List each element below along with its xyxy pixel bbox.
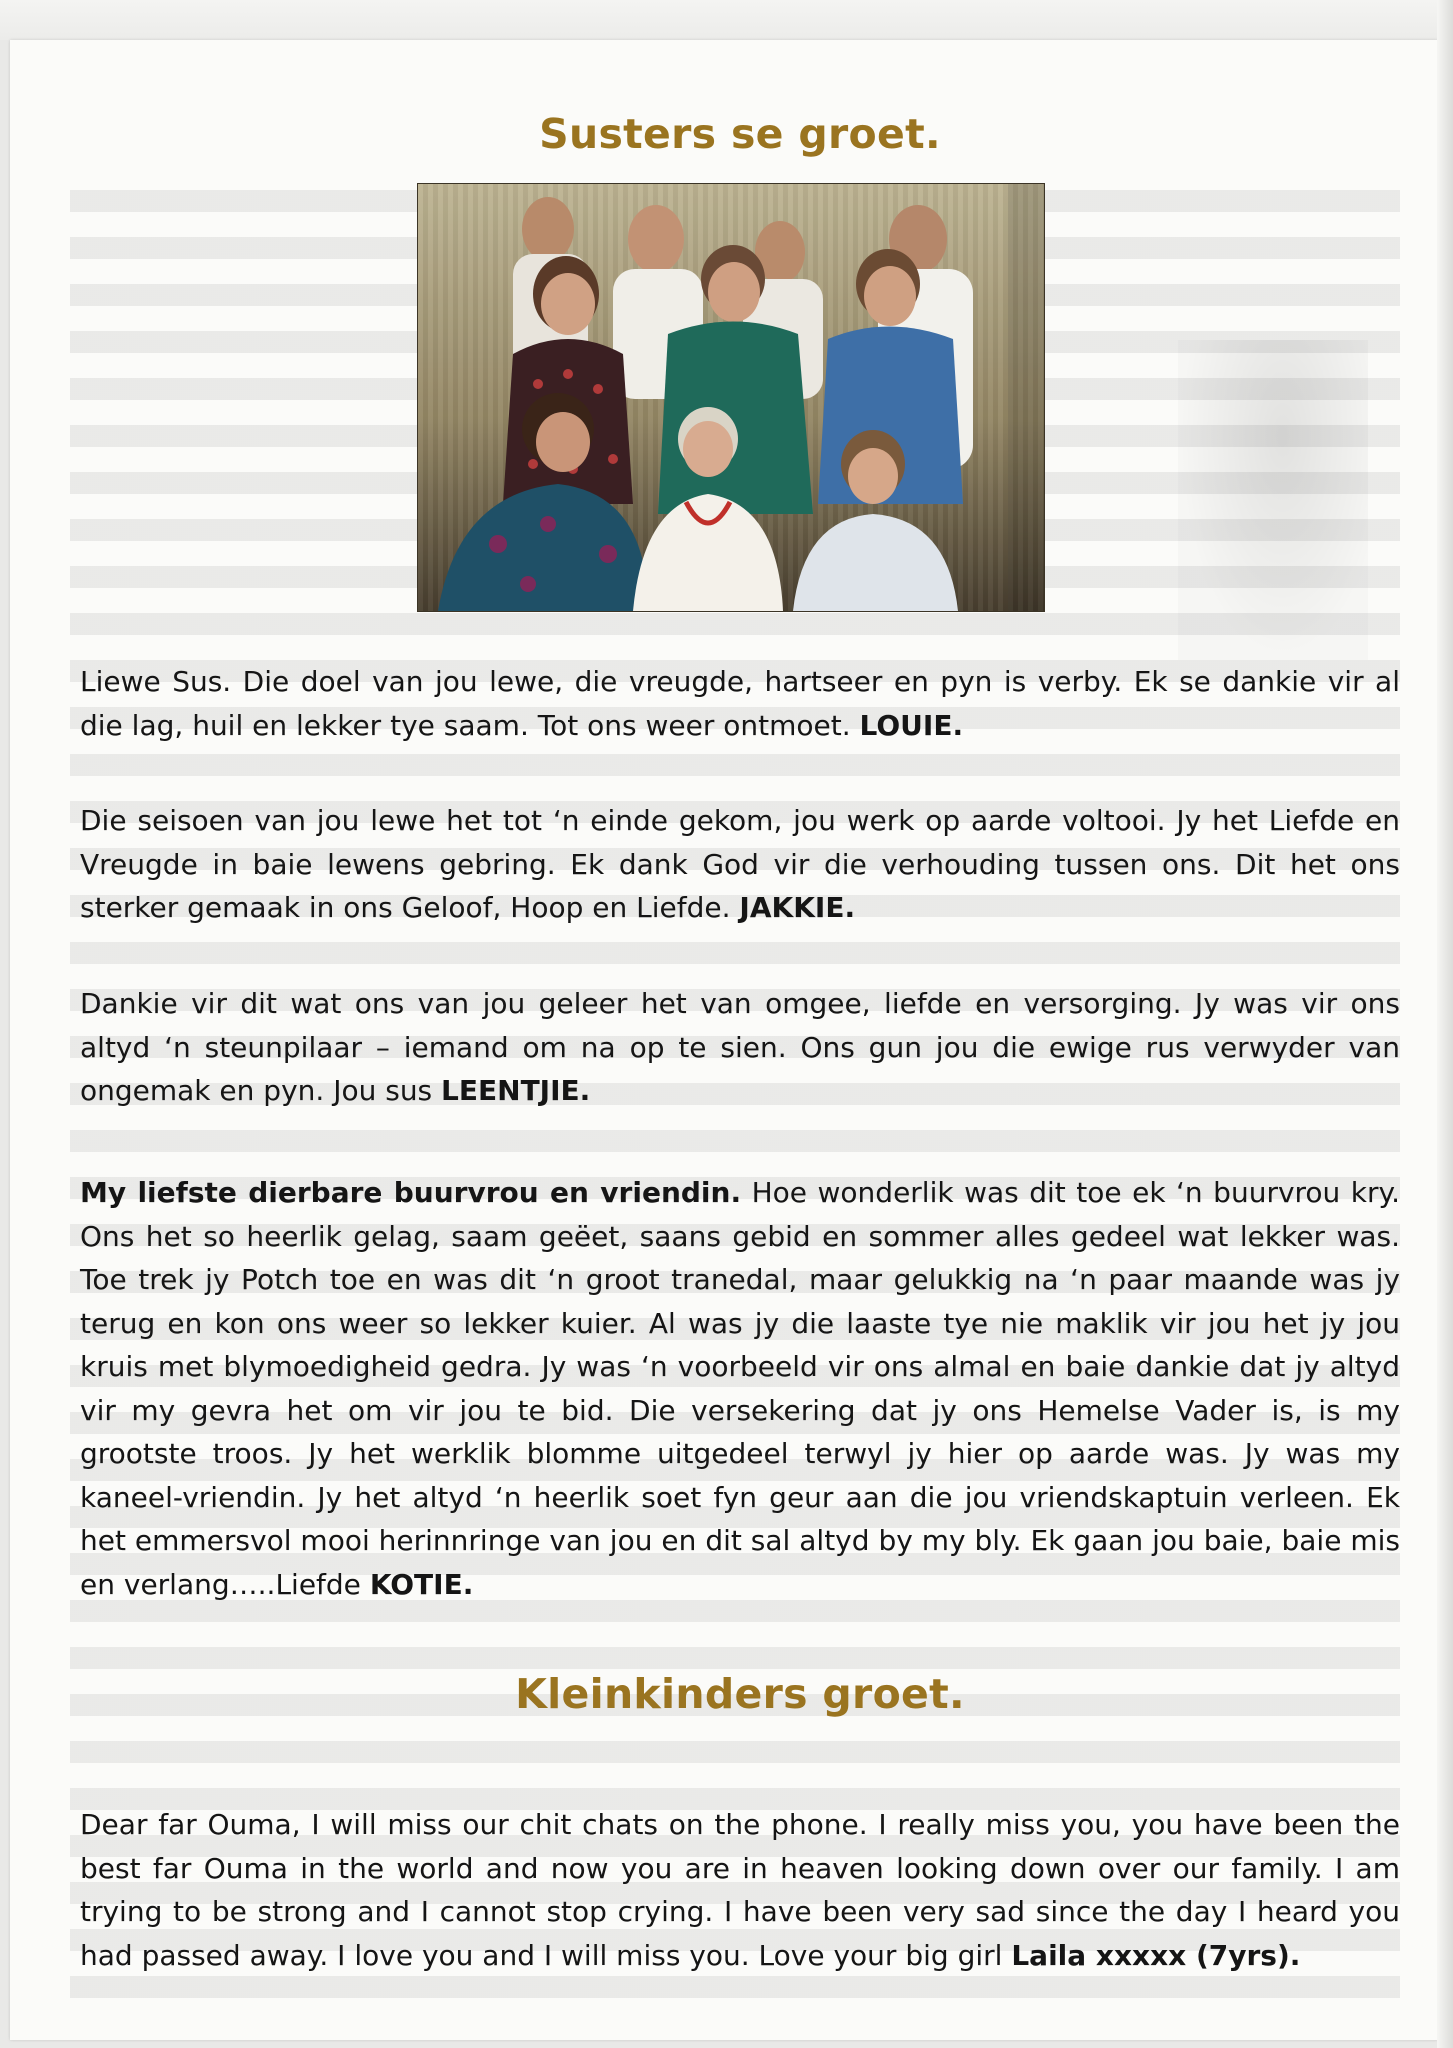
tribute-leentjie [80, 982, 1400, 1113]
tribute-jakkie [80, 799, 1400, 930]
tribute-louie-text: Liewe Sus. Die doel van jou lewe, die vreugde, hartseer en pyn is verby. Ek se dankie vir al die lag, huil en lekker tye saam. Tot ons weer ontmoet. [80, 665, 1400, 742]
signature-laila: Laila xxxxx (7yrs). [1011, 1938, 1301, 1972]
section-title-sisters: Susters se groet. [539, 110, 941, 158]
tribute-kotie-text: Hoe wonderlik was dit toe ek ‘n buurvrou kry. Ons het so heerlik gelag, saam geëet, saans gebid en sommer alles gedeel wat lekker was. Toe trek jy Potch toe en was dit ‘n groot tranedal, maar gelukkig na ‘n paar maande was jy terug en kon ons weer so lekker kuier. Al was jy die laaste tye nie maklik vir jou het jy jou kruis met blymoedigheid gedra. Jy was ‘n voorbeeld vir ons almal en baie dankie dat jy altyd vir my gevra het om vir jou te bid. Die versekering dat jy ons Hemelse Vader is, is my grootste troos. Jy het werklik blomme uitgedeel terwyl jy hier op aarde was. Jy was my kaneel-vriendin. Jy het altyd ‘n heerlik soet fyn geur aan die jou vriendskaptuin verleen. Ek het emmersvol mooi herinnringe van jou en dit sal altyd by my bly. Ek gaan jou baie, baie mis en verlang…..Liefde [80, 1176, 1400, 1601]
show-through-photo [1178, 340, 1368, 660]
signature-leentjie: LEENTJIE. [441, 1074, 591, 1107]
group-photo [417, 183, 1045, 612]
memorial-page [10, 40, 1438, 2040]
tribute-kotie-lead: My liefste dierbare buurvrou en vriendin. [80, 1176, 742, 1209]
section-title-grandchildren: Kleinkinders groet. [515, 1670, 965, 1718]
signature-jakkie: JAKKIE. [739, 891, 856, 924]
signature-louie: LOUIE. [859, 708, 964, 742]
scan-border-right [1437, 0, 1453, 2048]
tribute-laila-text: Dear far Ouma, I will miss our chit chats on the phone. I really miss you, you have been the best far Ouma in the world and now you are in heaven looking down over our family. I am trying to be strong and I cannot stop crying. I have been very sad since the day I heard you had passed away. I love you and I will miss you. Love your big girl [80, 1808, 1400, 1972]
scan-border-top [0, 0, 1453, 40]
tribute-leentjie-text: Dankie vir dit wat ons van jou geleer het van omgee, liefde en versorging. Jy was vir ons altyd ‘n steunpilaar – iemand om na op te sien. Ons gun jou die ewige rus verwyder van ongemak en pyn. Jou sus [80, 987, 1400, 1107]
group-photo-figures [418, 184, 1044, 611]
tribute-laila [80, 1803, 1400, 1977]
tribute-louie [80, 660, 1400, 747]
tribute-kotie [80, 1171, 1400, 1606]
tribute-jakkie-text: Die seisoen van jou lewe het tot ‘n einde gekom, jou werk op aarde voltooi. Jy het Liefde en Vreugde in baie lewens gebring. Ek dank God vir die verhouding tussen ons. Dit het ons sterker gemaak in ons Geloof, Hoop en Liefde. [80, 804, 1400, 924]
signature-kotie: KOTIE. [369, 1567, 474, 1601]
